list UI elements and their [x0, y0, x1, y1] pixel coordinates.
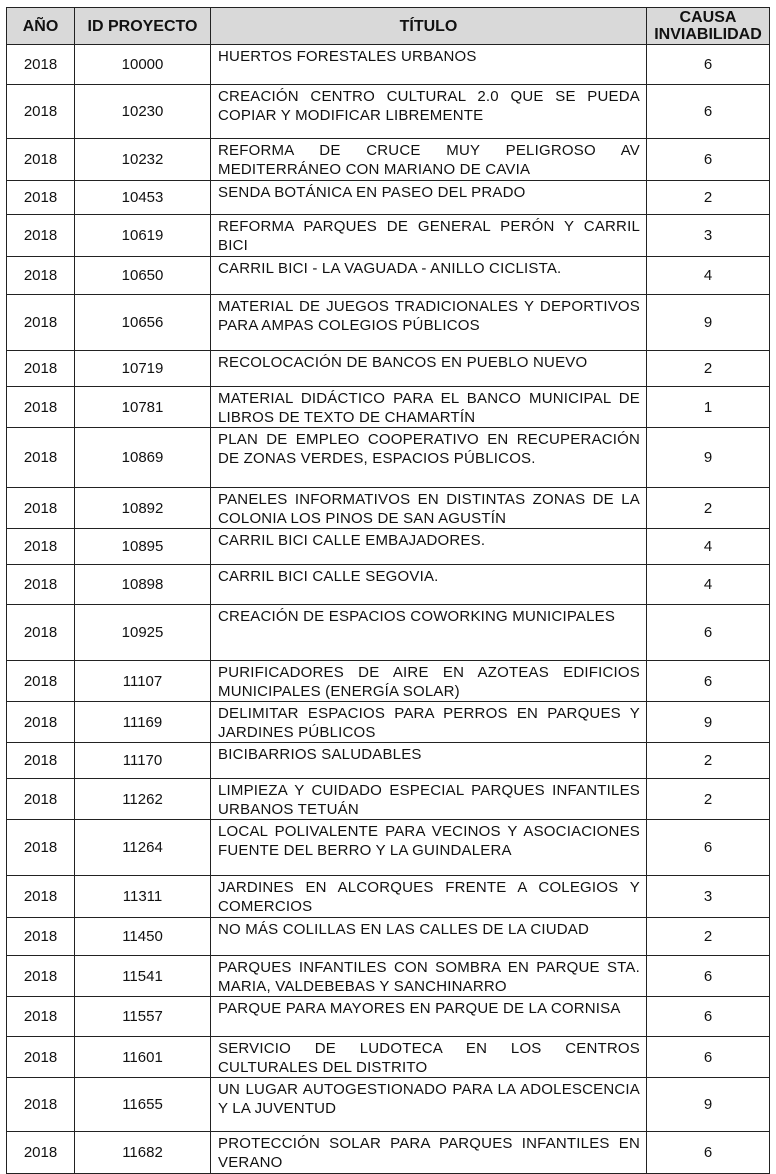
cell-project-id: 10895	[75, 529, 211, 565]
cell-project-id: 11107	[75, 661, 211, 702]
cell-year: 2018	[7, 351, 75, 387]
header-year: AÑO	[7, 8, 75, 45]
cell-year: 2018	[7, 1078, 75, 1132]
table-row	[7, 529, 770, 565]
table-row	[7, 215, 770, 257]
table-row	[7, 428, 770, 488]
cell-title: RECOLOCACIÓN DE BANCOS EN PUEBLO NUEVO	[211, 351, 647, 387]
cell-title: PANELES INFORMATIVOS EN DISTINTAS ZONAS DE LA COLONIA LOS PINOS DE SAN AGUSTÍN	[211, 488, 647, 529]
cell-cause: 4	[647, 565, 770, 605]
cell-year: 2018	[7, 488, 75, 529]
table-row	[7, 820, 770, 876]
table-row	[7, 876, 770, 918]
cell-title: REFORMA DE CRUCE MUY PELIGROSO AV MEDITERRÁNEO CON MARIANO DE CAVIA	[211, 139, 647, 181]
cell-year: 2018	[7, 428, 75, 488]
cell-title: PARQUES INFANTILES CON SOMBRA EN PARQUE STA. MARIA, VALDEBEBAS Y SANCHINARRO	[211, 956, 647, 997]
table-row	[7, 387, 770, 428]
table-row	[7, 565, 770, 605]
cell-year: 2018	[7, 181, 75, 215]
table-row	[7, 661, 770, 702]
cell-year: 2018	[7, 743, 75, 779]
cell-cause: 9	[647, 295, 770, 351]
cell-project-id: 10892	[75, 488, 211, 529]
cell-project-id: 11170	[75, 743, 211, 779]
cell-project-id: 10000	[75, 45, 211, 85]
cell-year: 2018	[7, 139, 75, 181]
cell-year: 2018	[7, 997, 75, 1037]
cell-cause: 3	[647, 876, 770, 918]
cell-project-id: 10232	[75, 139, 211, 181]
table-row	[7, 45, 770, 85]
table-row	[7, 351, 770, 387]
table-row	[7, 1078, 770, 1132]
cell-cause: 6	[647, 605, 770, 661]
cell-cause: 6	[647, 1132, 770, 1174]
cell-title: CARRIL BICI CALLE EMBAJADORES.	[211, 529, 647, 565]
cell-title: SERVICIO DE LUDOTECA EN LOS CENTROS CULTURALES DEL DISTRITO	[211, 1037, 647, 1078]
cell-project-id: 10656	[75, 295, 211, 351]
cell-project-id: 10781	[75, 387, 211, 428]
cell-project-id: 10650	[75, 257, 211, 295]
cell-project-id: 11450	[75, 918, 211, 956]
cell-cause: 6	[647, 1037, 770, 1078]
cell-title: CARRIL BICI - LA VAGUADA - ANILLO CICLISTA.	[211, 257, 647, 295]
cell-title: LIMPIEZA Y CUIDADO ESPECIAL PARQUES INFANTILES URBANOS TETUÁN	[211, 779, 647, 820]
cell-cause: 2	[647, 351, 770, 387]
table-row	[7, 1132, 770, 1174]
cell-project-id: 11311	[75, 876, 211, 918]
cell-year: 2018	[7, 702, 75, 743]
cell-year: 2018	[7, 45, 75, 85]
cell-year: 2018	[7, 387, 75, 428]
cell-year: 2018	[7, 295, 75, 351]
cell-title: NO MÁS COLILLAS EN LAS CALLES DE LA CIUDAD	[211, 918, 647, 956]
cell-title: CARRIL BICI CALLE SEGOVIA.	[211, 565, 647, 605]
cell-title: BICIBARRIOS SALUDABLES	[211, 743, 647, 779]
cell-project-id: 10925	[75, 605, 211, 661]
cell-cause: 1	[647, 387, 770, 428]
table-row	[7, 85, 770, 139]
cell-cause: 9	[647, 1078, 770, 1132]
cell-cause: 9	[647, 702, 770, 743]
cell-cause: 9	[647, 428, 770, 488]
table-row	[7, 181, 770, 215]
cell-title: SENDA BOTÁNICA EN PASEO DEL PRADO	[211, 181, 647, 215]
cell-year: 2018	[7, 605, 75, 661]
cell-title: REFORMA PARQUES DE GENERAL PERÓN Y CARRIL BICI	[211, 215, 647, 257]
cell-title: PARQUE PARA MAYORES EN PARQUE DE LA CORNISA	[211, 997, 647, 1037]
cell-year: 2018	[7, 565, 75, 605]
cell-cause: 6	[647, 997, 770, 1037]
cell-project-id: 11557	[75, 997, 211, 1037]
cell-year: 2018	[7, 215, 75, 257]
cell-title: PLAN DE EMPLEO COOPERATIVO EN RECUPERACIÓN DE ZONAS VERDES, ESPACIOS PÚBLICOS.	[211, 428, 647, 488]
header-cause: CAUSA INVIABILIDAD	[647, 8, 770, 45]
cell-title: MATERIAL DIDÁCTICO PARA EL BANCO MUNICIPAL DE LIBROS DE TEXTO DE CHAMARTÍN	[211, 387, 647, 428]
cell-year: 2018	[7, 876, 75, 918]
cell-year: 2018	[7, 956, 75, 997]
table-row	[7, 1037, 770, 1078]
cell-project-id: 10719	[75, 351, 211, 387]
table-row	[7, 743, 770, 779]
table-row	[7, 702, 770, 743]
cell-project-id: 10230	[75, 85, 211, 139]
cell-year: 2018	[7, 918, 75, 956]
cell-project-id: 11655	[75, 1078, 211, 1132]
cell-cause: 6	[647, 45, 770, 85]
cell-title: CREACIÓN DE ESPACIOS COWORKING MUNICIPALES	[211, 605, 647, 661]
cell-cause: 2	[647, 918, 770, 956]
cell-project-id: 11601	[75, 1037, 211, 1078]
cell-project-id: 11541	[75, 956, 211, 997]
table-header-row	[7, 8, 770, 45]
cell-project-id: 11264	[75, 820, 211, 876]
cell-cause: 6	[647, 661, 770, 702]
cell-title: HUERTOS FORESTALES URBANOS	[211, 45, 647, 85]
unviable-projects-table	[6, 7, 770, 1174]
cell-year: 2018	[7, 257, 75, 295]
cell-year: 2018	[7, 779, 75, 820]
cell-year: 2018	[7, 529, 75, 565]
table-row	[7, 997, 770, 1037]
cell-project-id: 10453	[75, 181, 211, 215]
cell-year: 2018	[7, 1132, 75, 1174]
table-row	[7, 139, 770, 181]
cell-title: CREACIÓN CENTRO CULTURAL 2.0 QUE SE PUEDA COPIAR Y MODIFICAR LIBREMENTE	[211, 85, 647, 139]
cell-title: JARDINES EN ALCORQUES FRENTE A COLEGIOS Y COMERCIOS	[211, 876, 647, 918]
cell-year: 2018	[7, 661, 75, 702]
cell-cause: 6	[647, 956, 770, 997]
cell-title: LOCAL POLIVALENTE PARA VECINOS Y ASOCIACIONES FUENTE DEL BERRO Y LA GUINDALERA	[211, 820, 647, 876]
cell-project-id: 10869	[75, 428, 211, 488]
cell-cause: 4	[647, 257, 770, 295]
cell-title: PROTECCIÓN SOLAR PARA PARQUES INFANTILES EN VERANO	[211, 1132, 647, 1174]
cell-project-id: 11169	[75, 702, 211, 743]
cell-project-id: 11262	[75, 779, 211, 820]
table-row	[7, 295, 770, 351]
table-row	[7, 779, 770, 820]
cell-title: PURIFICADORES DE AIRE EN AZOTEAS EDIFICIOS MUNICIPALES (ENERGÍA SOLAR)	[211, 661, 647, 702]
table-row	[7, 956, 770, 997]
cell-project-id: 10898	[75, 565, 211, 605]
header-title: TÍTULO	[211, 8, 647, 45]
cell-project-id: 11682	[75, 1132, 211, 1174]
cell-title: MATERIAL DE JUEGOS TRADICIONALES Y DEPORTIVOS PARA AMPAS COLEGIOS PÚBLICOS	[211, 295, 647, 351]
cell-cause: 6	[647, 139, 770, 181]
table-row	[7, 488, 770, 529]
cell-cause: 2	[647, 779, 770, 820]
cell-cause: 3	[647, 215, 770, 257]
cell-cause: 2	[647, 488, 770, 529]
cell-project-id: 10619	[75, 215, 211, 257]
cell-cause: 2	[647, 181, 770, 215]
cell-year: 2018	[7, 820, 75, 876]
cell-year: 2018	[7, 1037, 75, 1078]
table-row	[7, 918, 770, 956]
table-row	[7, 257, 770, 295]
header-project-id: ID PROYECTO	[75, 8, 211, 45]
cell-cause: 2	[647, 743, 770, 779]
cell-title: DELIMITAR ESPACIOS PARA PERROS EN PARQUES Y JARDINES PÚBLICOS	[211, 702, 647, 743]
cell-title: UN LUGAR AUTOGESTIONADO PARA LA ADOLESCENCIA Y LA JUVENTUD	[211, 1078, 647, 1132]
cell-cause: 4	[647, 529, 770, 565]
cell-cause: 6	[647, 85, 770, 139]
cell-cause: 6	[647, 820, 770, 876]
table-row	[7, 605, 770, 661]
cell-year: 2018	[7, 85, 75, 139]
